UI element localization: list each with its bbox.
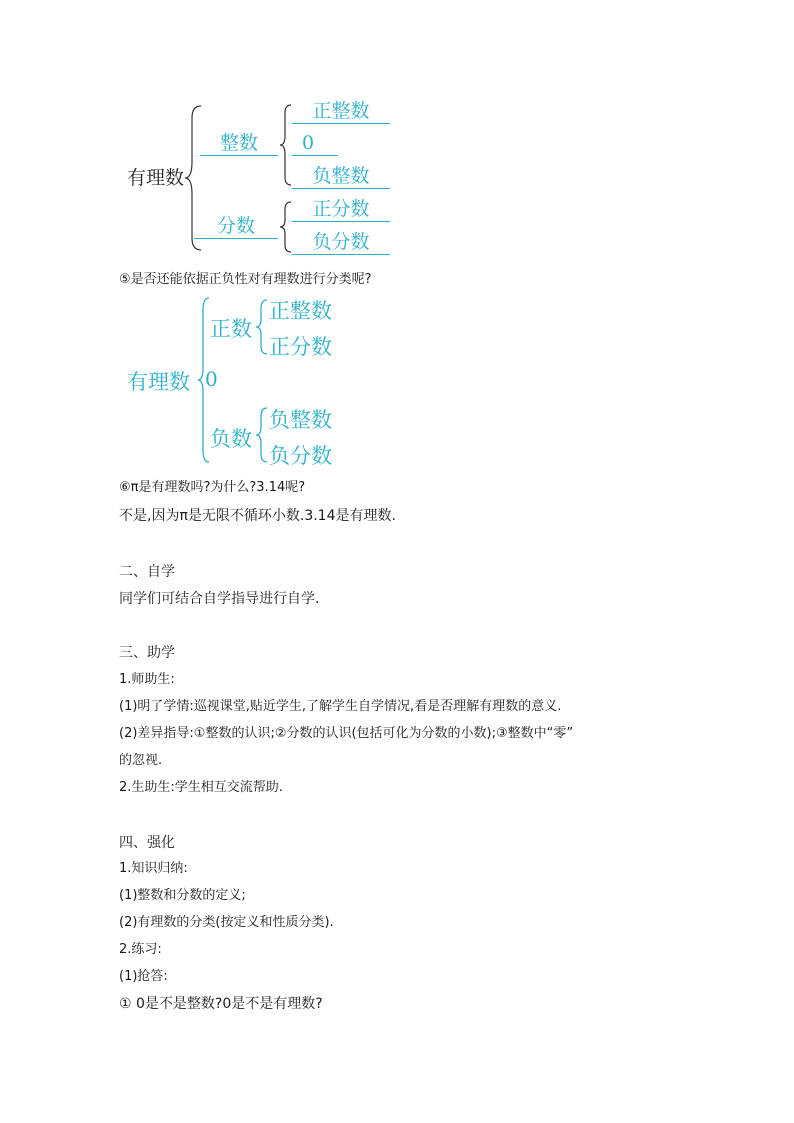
diagram1-group-integer: 整数 <box>200 131 278 156</box>
section-3-item-2: 2.生助生:学生相互交流帮助. <box>119 780 283 795</box>
section-4-question-1: ① 0是不是整数?0是不是有理数? <box>119 996 323 1012</box>
answer-6: 不是,因为π是无限不循环小数.3.14是有理数. <box>119 508 396 524</box>
diagram2-positive-integer: 正整数 <box>269 299 332 323</box>
section-3-item-1-2-continued: 的忽视. <box>119 753 163 768</box>
diagram2-positive-brace-icon <box>255 298 269 356</box>
diagram1-zero: 0 <box>292 131 338 156</box>
diagram1-group-fraction: 分数 <box>194 214 278 239</box>
diagram2-group-positive: 正数 <box>210 317 252 341</box>
diagram2-root: 有理数 <box>127 370 190 394</box>
diagram2-positive-fraction: 正分数 <box>269 335 332 359</box>
section-4-title: 四、强化 <box>119 835 175 851</box>
diagram1-root: 有理数 <box>127 167 185 189</box>
section-4-item-1-2: (2)有理数的分类(按定义和性质分类). <box>119 915 334 930</box>
diagram1-positive-fraction: 正分数 <box>292 197 390 222</box>
section-3-title: 三、助学 <box>119 645 175 661</box>
diagram2-negative-fraction: 负分数 <box>269 444 332 468</box>
question-6: ⑥π是有理数吗?为什么?3.14呢? <box>119 480 306 495</box>
diagram1-positive-integer: 正整数 <box>292 99 390 124</box>
diagram1-negative-fraction: 负分数 <box>292 230 390 255</box>
diagram2-zero: 0 <box>205 367 218 391</box>
diagram1-fraction-brace-icon <box>279 200 293 254</box>
section-4-item-1: 1.知识归纳: <box>119 861 188 876</box>
section-3-item-1: 1.师助生: <box>119 672 175 687</box>
section-2-title: 二、自学 <box>119 564 175 580</box>
section-4-item-1-1: (1)整数和分数的定义; <box>119 888 246 903</box>
diagram2-group-negative: 负数 <box>210 427 252 451</box>
section-4-item-2-1: (1)抢答: <box>119 969 168 984</box>
diagram2-negative-integer: 负整数 <box>269 408 332 432</box>
diagram1-negative-integer: 负整数 <box>292 164 390 189</box>
diagram2-negative-brace-icon <box>255 406 269 464</box>
section-3-item-1-2: (2)差异指导:①整数的认识;②分数的认识(包括可化为分数的小数);③整数中“零” <box>119 726 574 741</box>
section-3-item-1-1: (1)明了学情:巡视课堂,贴近学生,了解学生自学情况,看是否理解有理数的意义. <box>119 699 562 714</box>
section-4-item-2: 2.练习: <box>119 942 162 957</box>
question-5: ⑤是否还能依据正负性对有理数进行分类呢? <box>119 272 372 287</box>
section-2-body: 同学们可结合自学指导进行自学. <box>119 591 320 607</box>
